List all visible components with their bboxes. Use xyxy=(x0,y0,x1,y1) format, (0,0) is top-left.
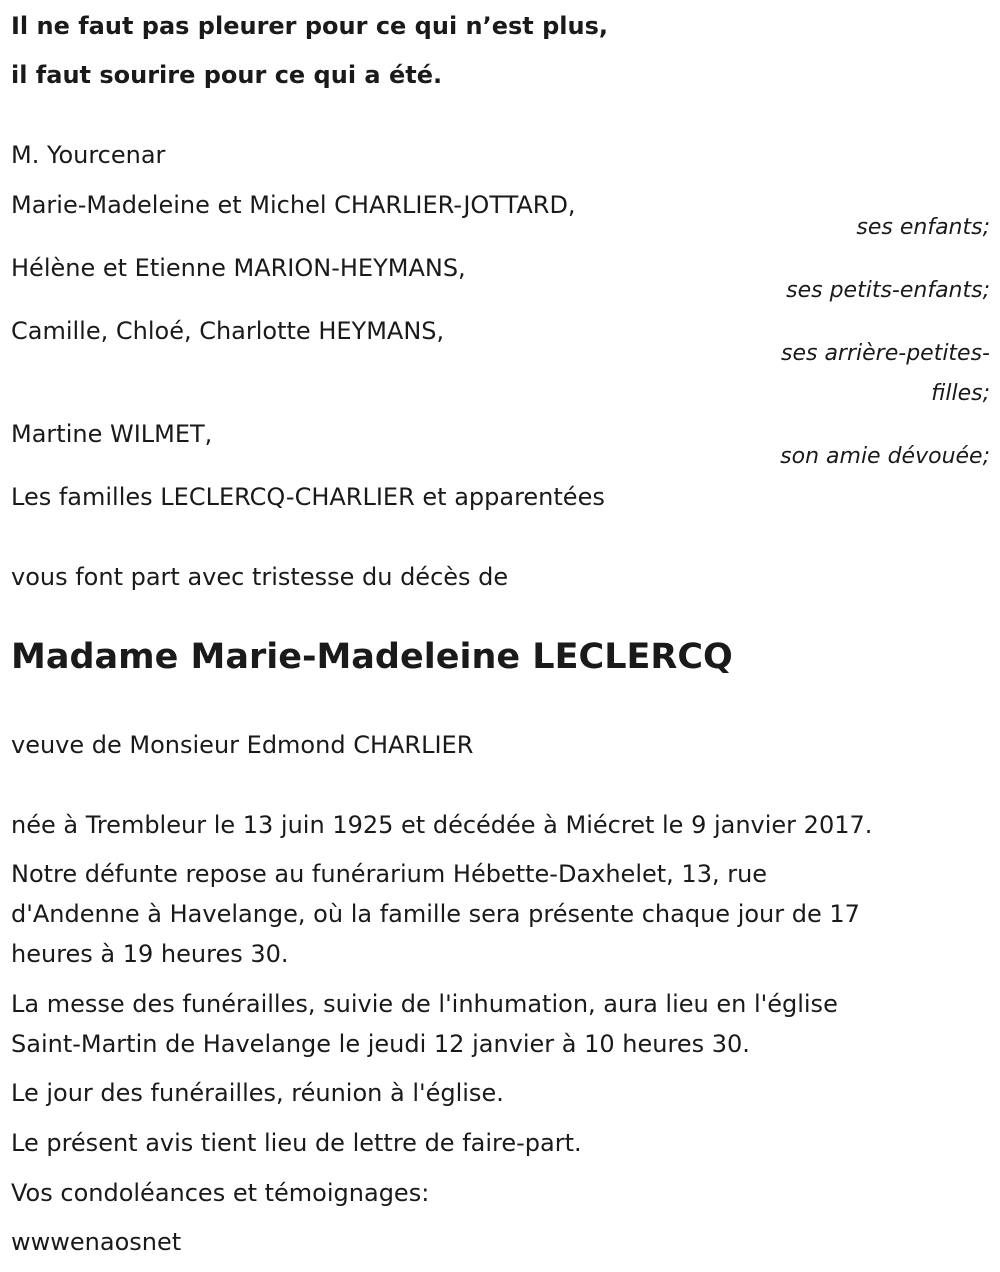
rest-line-3: heures à 19 heures 30. xyxy=(11,940,289,968)
rest-line-2: d'Andenne à Havelange, où la famille sera présente chaque jour de 17 xyxy=(11,900,860,928)
family-great-grandchildren-relation-1: ses arrière-petites- xyxy=(781,341,990,366)
notice: Le présent avis tient lieu de lettre de faire-part. xyxy=(11,1129,582,1157)
family-relatives: Les familles LECLERCQ-CHARLIER et apparentées xyxy=(11,483,605,511)
family-friend-relation: son amie dévouée; xyxy=(780,444,990,469)
widow-of: veuve de Monsieur Edmond CHARLIER xyxy=(11,731,474,759)
family-grandchildren-names: Hélène et Etienne MARION-HEYMANS, xyxy=(11,254,466,282)
birth-death: née à Trembleur le 13 juin 1925 et décédée à Miécret le 9 janvier 2017. xyxy=(11,811,873,839)
family-great-grandchildren-relation-2: filles; xyxy=(931,381,990,406)
website-link[interactable]: wwwenaosnet xyxy=(11,1228,182,1256)
quote-line-2: il faut sourire pour ce qui a été. xyxy=(11,61,443,89)
meeting: Le jour des funérailles, réunion à l'église. xyxy=(11,1079,504,1107)
family-friend-names: Martine WILMET, xyxy=(11,420,213,448)
quote-line-1: Il ne faut pas pleurer pour ce qui n’est plus, xyxy=(11,12,609,40)
condolences: Vos condoléances et témoignages: xyxy=(11,1179,430,1207)
mass-line-2: Saint-Martin de Havelange le jeudi 12 janvier à 10 heures 30. xyxy=(11,1030,750,1058)
family-grandchildren-relation: ses petits-enfants; xyxy=(786,278,990,303)
mass-line-1: La messe des funérailles, suivie de l'inhumation, aura lieu en l'église xyxy=(11,990,838,1018)
announcement: vous font part avec tristesse du décès de xyxy=(11,563,509,591)
rest-line-1: Notre défunte repose au funérarium Hébette-Daxhelet, 13, rue xyxy=(11,860,768,888)
family-great-grandchildren-names: Camille, Chloé, Charlotte HEYMANS, xyxy=(11,317,445,345)
family-children-names: Marie-Madeleine et Michel CHARLIER-JOTTARD, xyxy=(11,191,576,219)
family-children-relation: ses enfants; xyxy=(856,215,990,240)
quote-author: M. Yourcenar xyxy=(11,141,166,169)
deceased-name: Madame Marie-Madeleine LECLERCQ xyxy=(11,637,733,677)
